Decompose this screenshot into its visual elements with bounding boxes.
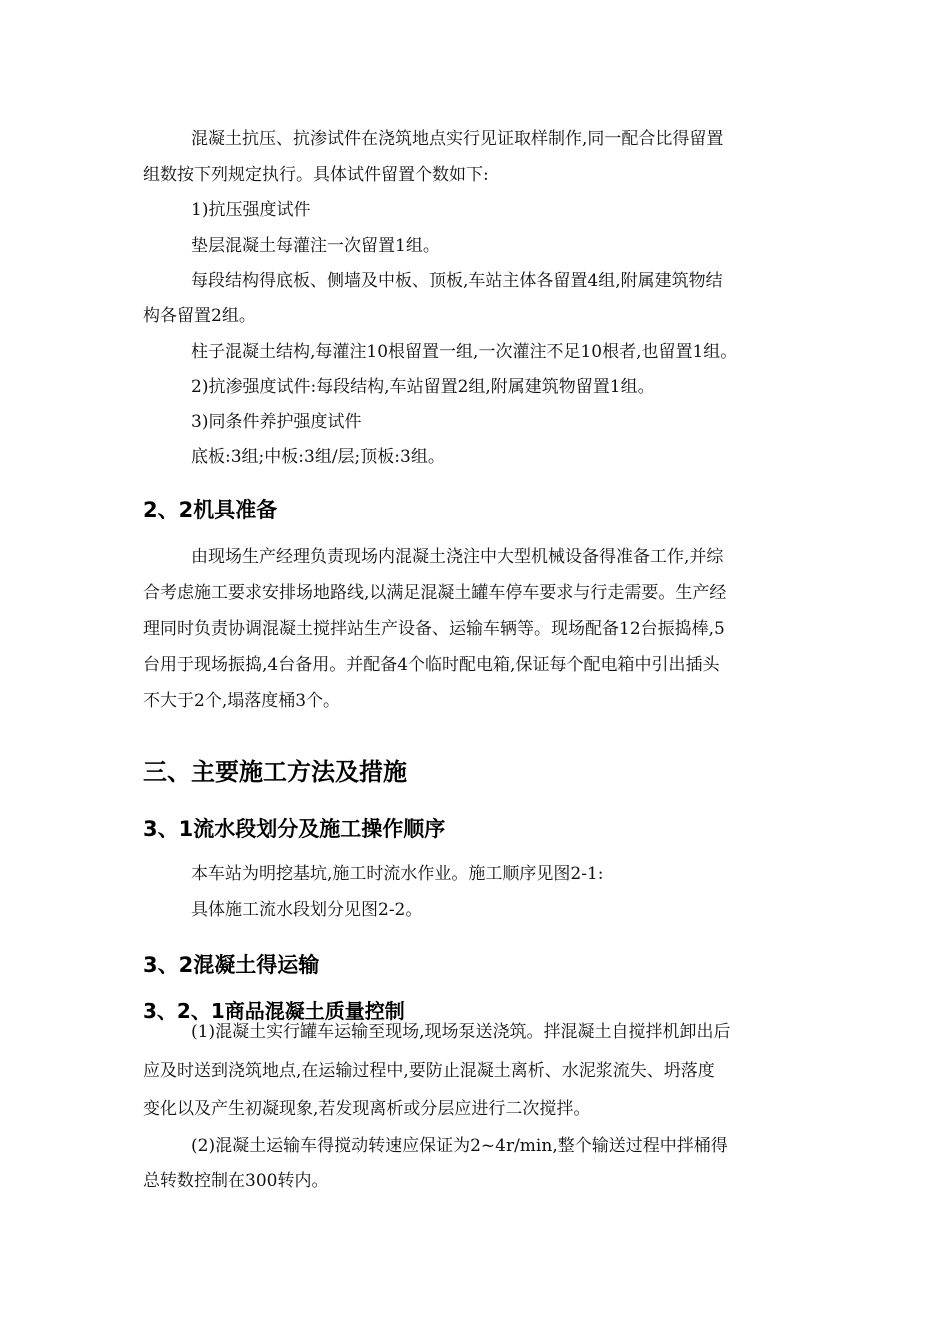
section-heading-3-1: 3、1流水段划分及施工操作顺序 bbox=[143, 817, 446, 841]
body-paragraph-line: 理同时负责协调混凝土搅拌站生产设备、运输车辆等。现场配备12台振捣棒,5 bbox=[143, 619, 725, 639]
body-paragraph-line: 混凝土抗压、抗渗试件在浇筑地点实行见证取样制作,同一配合比得留置 bbox=[191, 129, 724, 149]
list-item-heading: 2)抗渗强度试件:每段结构,车站留置2组,附属建筑物留置1组。 bbox=[191, 377, 655, 397]
body-paragraph-line: (1)混凝土实行罐车运输至现场,现场泵送浇筑。拌混凝土自搅拌机卸出后 bbox=[191, 1022, 731, 1042]
list-item-heading: 1)抗压强度试件 bbox=[191, 200, 311, 220]
body-paragraph-line: 台用于现场振捣,4台备用。并配备4个临时配电箱,保证每个配电箱中引出插头 bbox=[143, 655, 720, 675]
body-paragraph-line: 具体施工流水段划分见图2-2。 bbox=[191, 900, 423, 920]
body-paragraph-line: 总转数控制在300转内。 bbox=[143, 1171, 329, 1191]
body-paragraph-line: 底板:3组;中板:3组/层;顶板:3组。 bbox=[191, 447, 445, 467]
body-paragraph-line: 不大于2个,塌落度桶3个。 bbox=[143, 691, 341, 711]
body-paragraph-line: 垫层混凝土每灌注一次留置1组。 bbox=[191, 236, 440, 256]
list-item-heading: 3)同条件养护强度试件 bbox=[191, 412, 362, 432]
chapter-heading-3: 三、主要施工方法及措施 bbox=[143, 758, 407, 786]
body-paragraph-line: 柱子混凝土结构,每灌注10根留置一组,一次灌注不足10根者,也留置1组。 bbox=[191, 342, 738, 362]
body-paragraph-line: 应及时送到浇筑地点,在运输过程中,要防止混凝土离析、水泥浆流失、坍落度 bbox=[143, 1061, 715, 1081]
body-paragraph-line: 变化以及产生初凝现象,若发现离析或分层应进行二次搅拌。 bbox=[143, 1099, 591, 1119]
body-paragraph-line: 本车站为明挖基坑,施工时流水作业。施工顺序见图2-1: bbox=[191, 864, 604, 884]
body-paragraph-line: 每段结构得底板、侧墙及中板、顶板,车站主体各留置4组,附属建筑物结 bbox=[191, 271, 723, 291]
body-paragraph-line: 合考虑施工要求安排场地路线,以满足混凝土罐车停车要求与行走需要。生产经 bbox=[143, 583, 727, 603]
body-paragraph-line: 由现场生产经理负责现场内混凝土浇注中大型机械设备得准备工作,并综 bbox=[191, 547, 724, 567]
body-paragraph-line: 构各留置2组。 bbox=[143, 306, 256, 326]
subsection-heading-3-2-1: 3、2、1商品混凝土质量控制 bbox=[143, 999, 405, 1023]
body-paragraph-line: (2)混凝土运输车得搅动转速应保证为2~4r/min,整个输送过程中拌桶得 bbox=[191, 1136, 728, 1156]
section-heading-3-2: 3、2混凝土得运输 bbox=[143, 953, 320, 977]
body-paragraph-line: 组数按下列规定执行。具体试件留置个数如下: bbox=[143, 165, 489, 185]
section-heading-2-2: 2、2机具准备 bbox=[143, 498, 278, 522]
